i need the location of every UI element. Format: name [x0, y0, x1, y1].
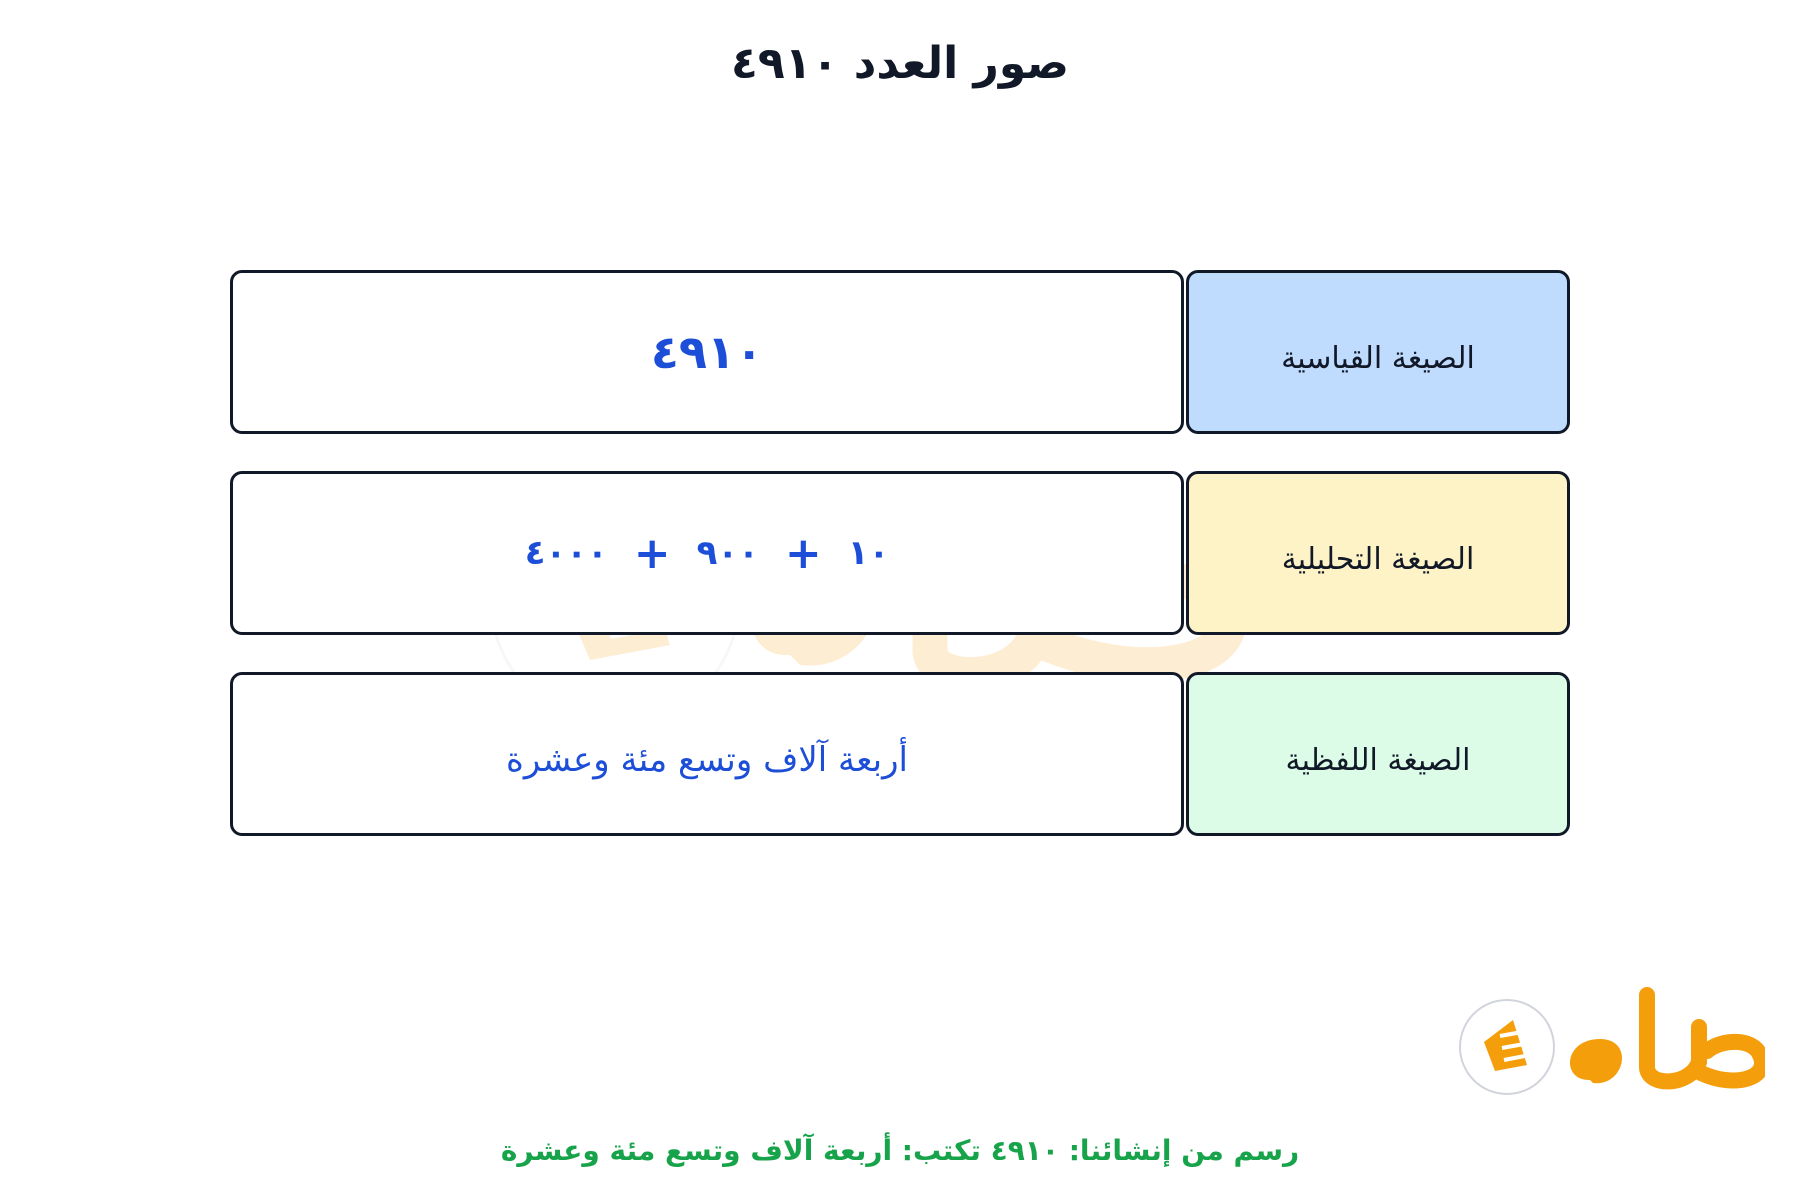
expanded-term-hundreds: ٩٠٠: [696, 533, 759, 573]
standard-form-value-box: [230, 270, 1184, 434]
plus-sign: +: [784, 527, 822, 579]
plus-sign: +: [633, 527, 671, 579]
word-form-value: أربعة آلاف وتسع مئة وعشرة: [506, 740, 908, 780]
word-form-label: الصيغة اللفظية: [1285, 742, 1471, 778]
word-form-row: [230, 672, 1570, 836]
standard-form-value: ٤٩١٠: [650, 325, 764, 379]
expanded-form-value-box: [230, 471, 1184, 635]
page-title: صور العدد ٤٩١٠: [731, 38, 1069, 89]
standard-form-label-box: [1186, 270, 1570, 434]
hulul-logo: [1455, 985, 1765, 1105]
source-caption: رسم من إنشائنا: ٤٩١٠ تكتب: أربعة آلاف وتسع مئة وعشرة: [500, 1134, 1300, 1167]
expanded-form-row: [230, 471, 1570, 635]
expanded-form-label-box: [1186, 471, 1570, 635]
word-form-value-box: [230, 672, 1184, 836]
standard-form-row: [230, 270, 1570, 434]
expanded-term-thousands: ٤٠٠٠: [524, 533, 608, 573]
expanded-term-tens: ١٠: [847, 533, 890, 573]
standard-form-label: الصيغة القياسية: [1281, 340, 1475, 376]
expanded-form-label: الصيغة التحليلية: [1281, 541, 1475, 577]
word-form-label-box: [1186, 672, 1570, 836]
expanded-form-value: [525, 528, 890, 579]
